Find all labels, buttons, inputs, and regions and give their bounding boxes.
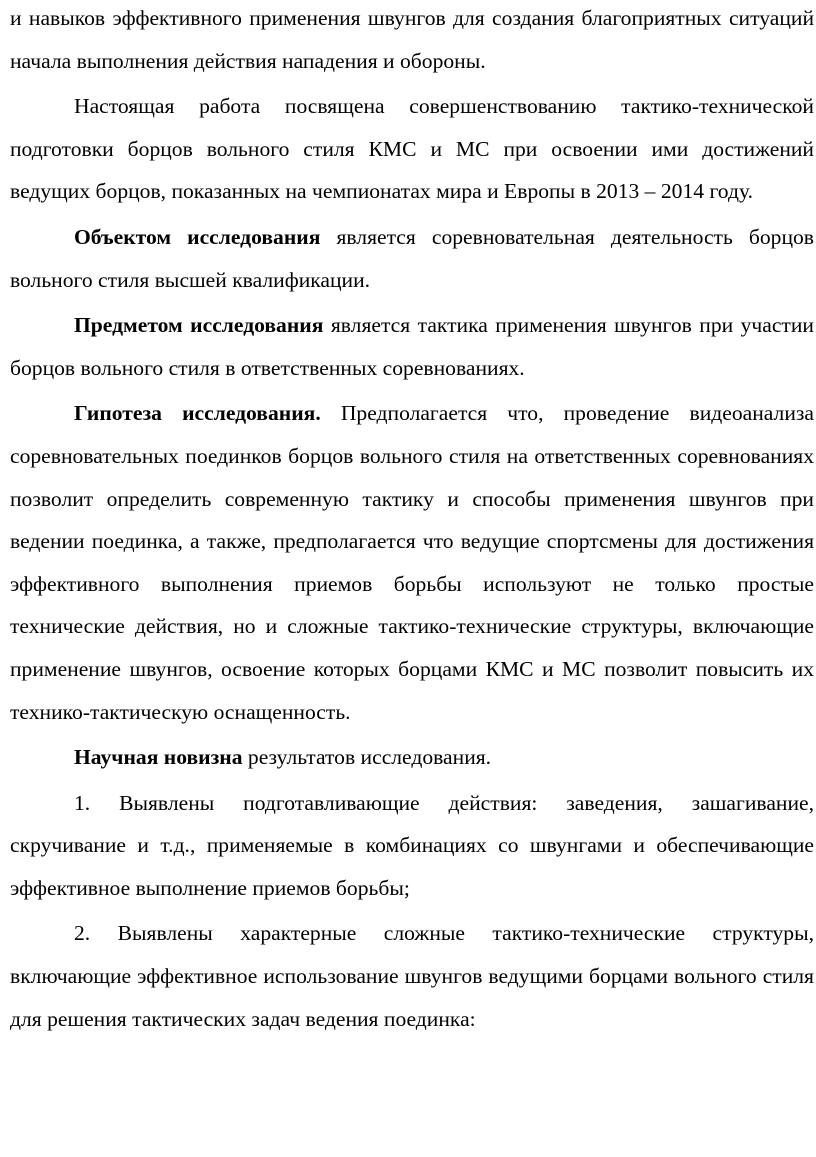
document-page [10,0,814,1040]
paragraph-object [10,216,814,301]
term-heading: Объектом исследования [74,224,321,249]
list-item-2 [10,912,814,1040]
paragraph-text: Настоящая работа посвящена совершенствованию тактико-технической подготовки борцов вольного стиля КМС и МС при освоении ими достижений ведущих борцов, показанных на чемпионатах мира и Европы в 2013 – 2014 году. [10,94,814,204]
paragraph-text: результатов исследования. [242,745,492,770]
paragraph-text: и навыков эффективного применения швунгов для создания благоприятных ситуаций начала выполнения действия нападения и обороны. [10,6,814,73]
paragraph-subject [10,304,814,389]
term-heading: Научная новизна [74,745,243,770]
term-heading: Гипотеза исследования. [74,401,321,426]
paragraph-novelty [10,736,814,779]
paragraph-text: 2. Выявлены характерные сложные тактико-технические структуры, включающие эффективное использование швунгов ведущими борцами вольного стиля для решения тактических задач ведения поединка: [10,921,814,1031]
paragraph-text: 1. Выявлены подготавливающие действия: заведения, зашагивание, скручивание и т.д., применяемые в комбинациях со швунгами и обеспечивающие эффективное выполнение приемов борьбы; [10,790,814,900]
paragraph-intro [10,85,814,213]
paragraph-text: является соревновательная деятельность борцов вольного стиля высшей квалификации. [10,224,815,292]
paragraph-continuation [10,0,814,82]
paragraph-hypothesis [10,392,814,733]
paragraph-text: Предполагается что, проведение видеоанализа соревновательных поединков борцов вольного стиля на ответственных соревнованиях позволит определить современную тактику и способы применения швунгов при ведении поединка, а также, предполагается что ведущие спортсмены для достижения эффективного выполнения приемов борьбы используют не только простые технические действия, но и сложные тактико-технические структуры, включающие применение швунгов, освоение которых борцами КМС и МС позволит повысить их технико-тактическую оснащенность. [10,401,814,724]
paragraph-text: является тактика применения швунгов при участии борцов вольного стиля в ответственных соревнованиях. [10,313,814,380]
list-item-1 [10,782,814,910]
term-heading: Предметом исследования [74,313,324,338]
